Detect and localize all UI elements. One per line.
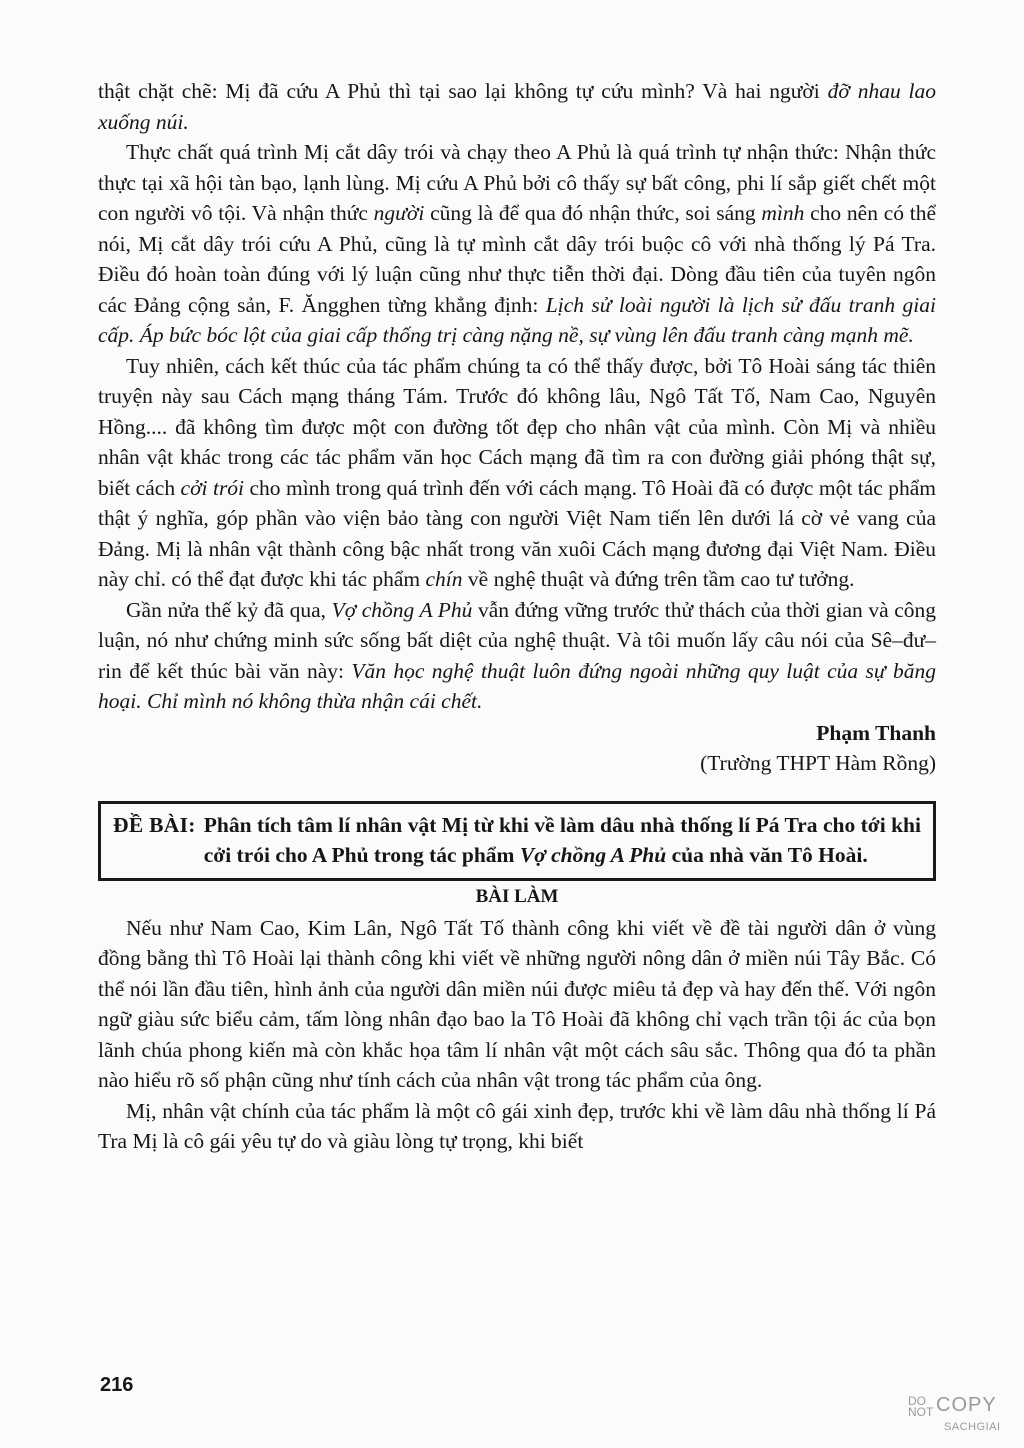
text: Gần nửa thế kỷ đã qua, — [126, 597, 327, 622]
text: cũng là để qua đó nhận thức, soi sáng — [430, 201, 756, 225]
text: vẫn đứng vững trước thử thách của thời gian và công luận, nó như chứng minh sức sống bất diệt của nghệ thuật. Và tôi muốn lấy câu nói của Sê–đư–rin để kết thúc bài văn này: — [98, 597, 937, 683]
watermark-site: SACHGIAI — [944, 1421, 1001, 1433]
italic-text: cởi trói — [180, 475, 245, 500]
watermark-do-text: DO — [908, 1394, 926, 1408]
essay-heading: BÀI LÀM — [475, 885, 559, 907]
assignment-text — [204, 810, 921, 871]
watermark-copy: COPY — [936, 1394, 997, 1416]
watermark-do-not — [908, 1396, 933, 1418]
text: của nhà văn Tô Hoài. — [671, 843, 868, 867]
watermark-not-text: NOT — [908, 1405, 934, 1419]
italic-quote: Lịch sử loài người là lịch sử đấu tranh giai cấp. Áp bức bóc lột của giai cấp thống trị càng nặng nề, sự vùng lên đấu tranh càng mạnh mẽ. — [98, 292, 937, 347]
paragraph-continued — [98, 76, 936, 137]
paragraph-ending — [98, 351, 936, 595]
paragraph-self-awareness — [98, 137, 936, 351]
text: cho nên có thể nói, Mị cắt dây trói cứu A Phủ, cũng là tự mình cắt dây trói buộc cô với nhà thống lý Pá Tra. Điều đó hoàn toàn đúng với lý luận cũng như thực tiễn thời đại. Dòng đầu tiên của tuyên ngôn các Đảng cộng sản, F. Ăngghen từng khẳng định: — [98, 201, 936, 317]
author-school: (Trường THPT Hàm Rồng) — [700, 751, 936, 775]
italic-title: Vợ chồng A Phủ — [519, 843, 667, 867]
book-page — [98, 76, 936, 1157]
text: thật chặt chẽ: Mị đã cứu A Phủ thì tại sao lại không tự cứu mình? Và hai người — [98, 79, 820, 103]
italic-text: chín — [425, 567, 463, 591]
essay-paragraph: Nếu như Nam Cao, Kim Lân, Ngô Tất Tố thành công khi viết về đề tài người dân ở vùng đồng bằng thì Tô Hoài lại thành công khi viết về những người nông dân ở miền núi Tây Bắc. Có thể nói lần đầu tiên, hình ảnh của người dân miền núi được miêu tả đẹp và hay đến thế. Với ngôn ngữ giàu sức biểu cảm, tấm lòng nhân đạo bao la Tô Hoài đã không chỉ vạch trần tội ác của bọn lãnh chúa phong kiến mà còn khắc họa tâm lí nhân vật một cách sâu sắc. Thông qua đó ta phần nào hiểu rõ số phận cũng như tính cách của nhân vật trong tác phẩm của ông. — [98, 915, 936, 1092]
page-number: 216 — [100, 1374, 134, 1396]
text: về nghệ thuật và đứng trên tầm cao tư tưởng. — [467, 567, 855, 591]
watermark-logo — [906, 1394, 1016, 1444]
italic-text: mình — [761, 201, 805, 225]
italic-title: Vợ chồng A Phủ — [331, 597, 473, 622]
text: cho mình trong quá trình đến với cách mạng. Tô Hoài đã có được một tác phẩm thật ý nghĩa, góp phần vào viện bảo tàng con người Việt Nam tiến lên dưới lá cờ vẻ vang của Đảng. Mị là nhân vật thành công bậc nhất trong văn xuôi Cách mạng đương đại Việt Nam. Điều này chỉ. có thể đạt được khi tác phẩm — [98, 475, 937, 591]
text: Tuy nhiên, cách kết thúc của tác phẩm chúng ta có thể thấy được, bởi Tô Hoài sáng tác thiên truyện này sau Cách mạng tháng Tám. Trước đó không lâu, Ngô Tất Tố, Nam Cao, Nguyên Hồng.... đã không tìm được một con đường tốt đẹp cho nhân vật của mình. Còn Mị và nhiều nhân vật khác trong các tác phẩm văn học Cách mạng đã tìm ra con đường giải phóng thật sự, biết cách — [98, 353, 936, 500]
paragraph-conclusion — [98, 595, 936, 717]
assignment-box — [98, 801, 936, 881]
essay-paragraph: Mị, nhân vật chính của tác phẩm là một cô gái xinh đẹp, trước khi về làm dâu nhà thống lí Pá Tra Mị là cô gái yêu tự do và giàu lòng tự trọng, khi biết — [98, 1098, 936, 1153]
italic-text: người — [373, 201, 425, 225]
assignment-label: ĐỀ BÀI: — [113, 812, 196, 837]
text: Phân tích tâm lí nhân vật Mị từ khi về làm dâu nhà thống lí Pá Tra cho tới khi cởi trói cho A Phủ trong tác phẩm — [203, 812, 921, 867]
italic-quote: Văn học nghệ thuật luôn đứng ngoài những quy luật của sự băng hoại. Chỉ mình nó không thừa nhận cái chết. — [98, 658, 936, 713]
text: Thực chất quá trình Mị cắt dây trói và chạy theo A Phủ là quá trình tự nhận thức: Nhận thức thực tại xã hội tàn bạo, lạnh lùng. Mị cứu A Phủ bởi cô thấy sự bất công, phi lí sắp giết chết một con người vô tội. Và nhận thức — [98, 140, 936, 225]
author-name: Phạm Thanh — [816, 720, 936, 745]
italic-text: đỡ nhau lao xuống núi. — [98, 79, 937, 134]
